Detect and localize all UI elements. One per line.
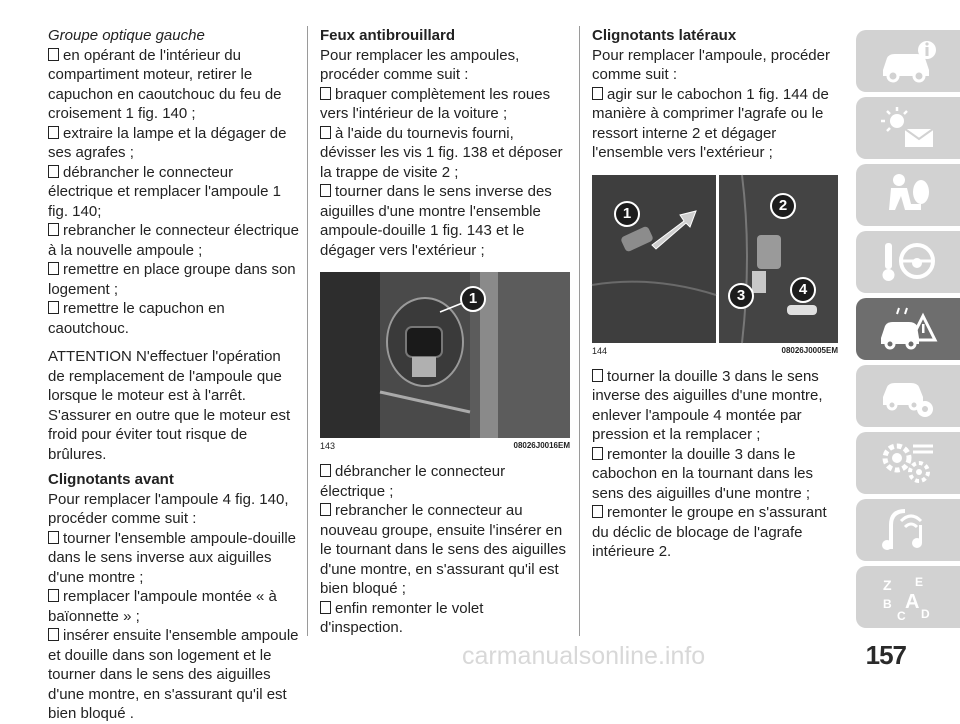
step-item [320,462,570,501]
column-3 [592,26,838,562]
alphabetical-index-icon [877,572,939,622]
step-text: enfin remonter le volet d'inspection. [320,599,484,636]
page-number: 157 [865,640,906,670]
tab-multimedia[interactable] [856,499,960,561]
tab-in-an-emergency[interactable] [856,298,960,360]
figure-number: 144 [592,345,608,356]
step-item [48,299,300,338]
tab-index[interactable] [856,566,960,628]
step-text: extraire la lampe et la dégager de ses agrafes ; [48,124,287,161]
column-1 [48,26,300,724]
step-text: rebrancher le connecteur électrique à la nouvelle ampoule ; [48,222,299,259]
step-item [48,260,300,299]
step-list [48,529,300,724]
side-indicator-photo [592,175,838,343]
checkbox-icon [592,447,603,460]
attention-note: ATTENTION N'effectuer l'opération de remplacement de l'ampoule que lorsque le moteur est à l'arrêt. S'assurer en outre que le moteur est froid pour éviter tout risque de brûlures. [48,348,291,463]
section-intro: Pour remplacer les ampoules, procéder comme suit : [320,46,520,83]
section-heading: Clignotants avant [48,471,174,488]
tab-car-info[interactable] [856,30,960,92]
step-item [48,529,300,588]
step-text: à l'aide du tournevis fourni, dévisser les vis 1 fig. 138 et déposer la trappe de visite 2 ; [320,124,563,181]
step-item [592,503,838,562]
checkbox-icon [320,87,331,100]
step-text: insérer ensuite l'ensemble ampoule et douille dans son logement et le tourner dans le sens des aiguilles d'une montre, en s'assurant qu'il est bien bloqué . [48,627,299,722]
checkbox-icon [320,503,331,516]
fog-light-illustration [320,272,570,438]
step-list [48,46,300,339]
checkbox-icon [48,48,59,61]
car-maintenance-icon [877,371,939,421]
tab-technical-data[interactable] [856,432,960,494]
step-item [48,221,300,260]
figure-143 [320,272,570,452]
step-item [48,163,300,222]
checkbox-icon [592,369,603,382]
svg-text:E: E [915,575,924,589]
step-text: remplacer l'ampoule montée « à baïonnette » ; [48,588,277,625]
step-item [592,367,838,445]
section-intro: Pour remplacer l'ampoule 4 fig. 140, procéder comme suit : [48,490,289,527]
checkbox-icon [320,126,331,139]
step-text: agir sur le cabochon 1 fig. 144 de manière à comprimer l'agrafe ou le ressort interne 2 et dégager l'ensemble vers l'extérieur ; [592,85,829,161]
callout-2: 2 [770,193,796,219]
gears-icon [877,438,939,488]
svg-text:A: A [905,591,920,613]
step-list [592,85,838,163]
warning-lights-icon [877,103,939,153]
step-item [592,445,838,504]
section-intro: Pour remplacer l'ampoule, procéder comme suit : [592,46,830,83]
checkbox-icon [592,505,603,518]
step-item [320,124,570,183]
tab-safety[interactable] [856,164,960,226]
step-list [320,85,570,261]
step-list [320,462,570,638]
svg-text:C: C [897,609,906,623]
tab-warning-lights[interactable] [856,97,960,159]
column-divider [307,26,308,636]
figure-number: 143 [320,441,336,451]
svg-text:D: D [921,607,930,621]
callout-3: 3 [728,283,754,309]
step-item [320,599,570,638]
step-item [592,85,838,163]
key-steering-wheel-icon [877,237,939,287]
checkbox-icon [48,531,59,544]
callout-1: 1 [460,286,486,312]
checkbox-icon [320,184,331,197]
step-item [320,501,570,599]
step-list [592,367,838,562]
checkbox-icon [48,589,59,602]
step-text: débrancher le connecteur électrique et remplacer l'ampoule 1 fig. 140; [48,163,281,220]
step-item [48,626,300,724]
column-divider [579,26,580,636]
step-text: rebrancher le connecteur au nouveau groupe, ensuite l'insérer en le tournant dans le sens des aiguilles d'une montre, en s'assurant qu'il est bien bloqué ; [320,502,566,597]
section-subtitle: Groupe optique gauche [48,27,205,44]
figure-caption [320,438,570,452]
step-text: tourner l'ensemble ampoule-douille dans le sens inverse aux aiguilles d'une montre ; [48,529,296,586]
step-item [48,124,300,163]
checkbox-icon [48,126,59,139]
svg-text:B: B [883,597,892,611]
tab-starting-driving[interactable] [856,231,960,293]
step-text: tourner la douille 3 dans le sens inverse des aiguilles d'une montre, enlever l'ampoule 4 montée par pression et la remplacer ; [592,367,823,443]
step-text: débrancher le connecteur électrique ; [320,463,506,500]
step-text: en opérant de l'intérieur du compartiment moteur, retirer le capuchon en caoutchouc du feu de croisement 1 fig. 140 ; [48,46,282,122]
figure-code: 08026J0016EM [513,441,570,450]
step-text: tourner dans le sens inverse des aiguilles d'une montre l'ensemble ampoule-douille 1 fig. 143 et le dégager vers l'extérieur ; [320,183,552,259]
checkbox-icon [48,223,59,236]
checkbox-icon [48,165,59,178]
step-text: remettre le capuchon en caoutchouc. [48,300,225,337]
car-breakdown-icon [877,304,939,354]
checkbox-icon [48,262,59,275]
figure-144 [592,175,838,357]
step-item [320,85,570,124]
checkbox-icon [320,601,331,614]
step-text: remonter le groupe en s'assurant du déclic de blocage de l'agrafe intérieure 2. [592,504,827,560]
step-text: remettre en place groupe dans son logement ; [48,261,296,298]
car-info-icon [877,36,939,86]
section-heading: Feux antibrouillard [320,27,456,44]
callout-4: 4 [790,277,816,303]
fog-light-photo [320,272,570,438]
step-text: braquer complètement les roues vers l'intérieur de la voiture ; [320,85,551,122]
side-indicator-illustration [592,175,838,343]
figure-caption [592,343,838,357]
checkbox-icon [320,464,331,477]
watermark: carmanualsonline.info [462,642,706,670]
step-text: remonter la douille 3 dans le cabochon en la tournant dans les sens des aiguilles d'une montre ; [592,445,813,502]
checkbox-icon [48,628,59,641]
svg-text:Z: Z [883,577,892,593]
step-item [48,46,300,124]
checkbox-icon [48,301,59,314]
step-item [320,182,570,260]
step-item [48,587,300,626]
chapter-tabs [856,30,960,633]
checkbox-icon [592,87,603,100]
multimedia-icon [877,505,939,555]
tab-servicing[interactable] [856,365,960,427]
figure-code: 08026J0005EM [781,345,838,355]
section-heading: Clignotants latéraux [592,27,737,44]
column-2 [320,26,570,638]
airbag-seat-icon [877,170,939,220]
callout-1: 1 [614,201,640,227]
